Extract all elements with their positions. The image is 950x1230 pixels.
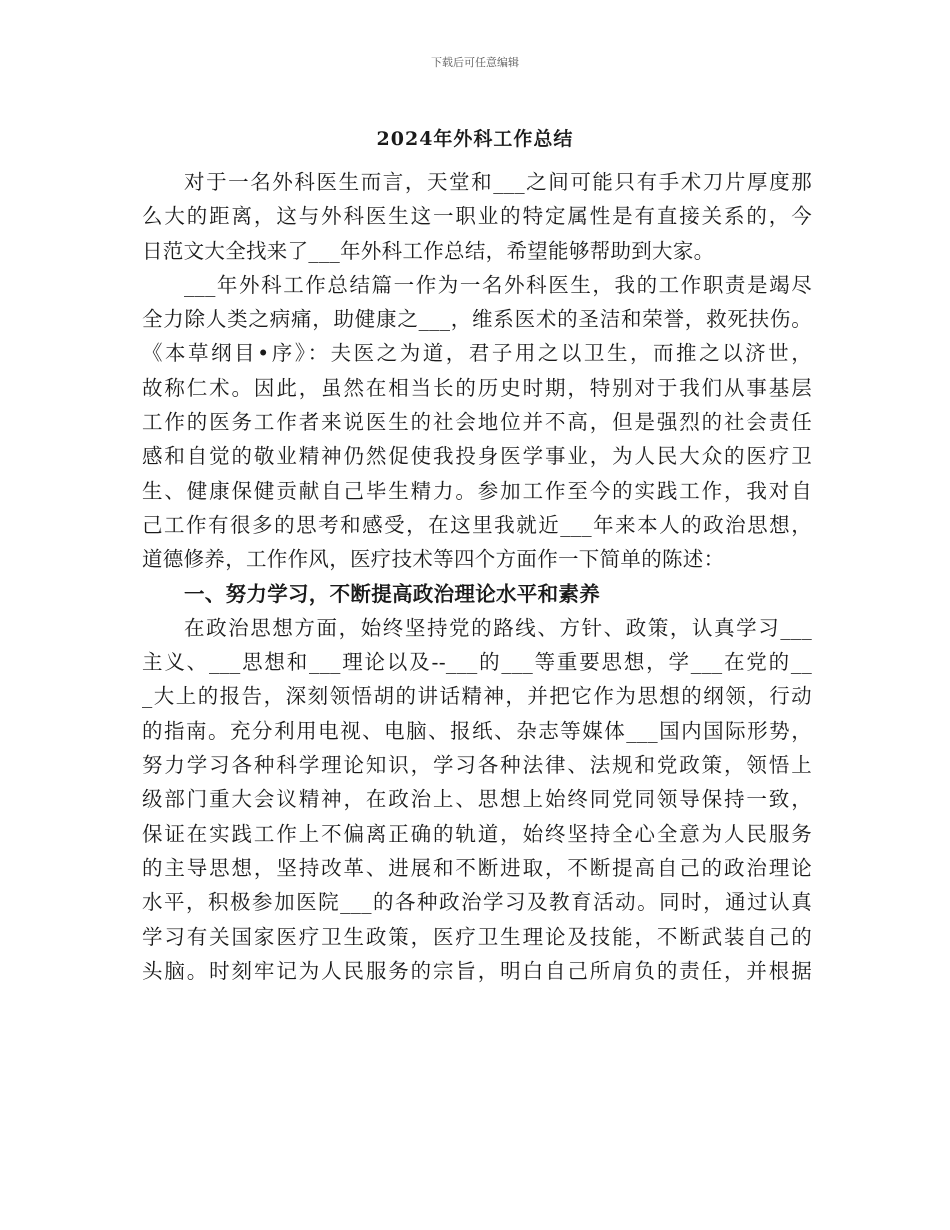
text-line: 工作的医务工作者来说医生的社会地位并不高，但是强烈的社会责任 (142, 410, 812, 435)
text-line: 全力除人类之病痛，助健康之___，维系医术的圣洁和荣誉，救死扶伤。 (142, 307, 812, 332)
text-line: 保证在实践工作上不偏离正确的轨道，始终坚持全心全意为人民服务 (142, 821, 812, 846)
text-line: 对于一名外科医生而言，天堂和___之间可能只有手术刀片厚度那 (184, 170, 812, 194)
text-line: 级部门重大会议精神，在政治上、思想上始终同党同领导保持一致， (142, 787, 812, 812)
text-line: 努力学习各种科学理论知识，学习各种法律、法规和党政策，领悟上 (142, 753, 812, 778)
text-line: 故称仁术。因此，虽然在相当长的历史时期，特别对于我们从事基层 (142, 375, 812, 400)
text-line: 感和自觉的敬业精神仍然促使我投身医学事业，为人民大众的医疗卫 (142, 444, 812, 469)
text-line: 道德修养，工作作风，医疗技术等四个方面作一下简单的陈述： (142, 547, 725, 572)
text-line: ___年外科工作总结篇一作为一名外科医生，我的工作职责是竭尽 (184, 272, 812, 297)
text-line: _大上的报告，深刻领悟胡的讲话精神，并把它作为思想的纲领，行动 (142, 684, 812, 709)
document-body (142, 165, 812, 988)
text-line: 生、健康保健贡献自己毕生精力。参加工作至今的实践工作，我对自 (142, 478, 812, 503)
document-title: 2024年外科工作总结 (376, 128, 574, 150)
text-line: 己工作有很多的思考和感受，在这里我就近___年来本人的政治思想， (142, 512, 812, 537)
section-heading: 一、努力学习，不断提高政治理论水平和素养 (184, 581, 600, 606)
text-line: 水平，积极参加医院___的各种政治学习及教育活动。同时，通过认真 (142, 890, 812, 915)
text-line: 么大的距离，这与外科医生这一职业的特定属性是有直接关系的，今 (142, 204, 812, 229)
text-line: 的指南。充分利用电视、电脑、报纸、杂志等媒体___国内国际形势， (142, 718, 812, 743)
text-line: 《本草纲目•序》：夫医之为道，君子用之以卫生，而推之以济世， (142, 341, 812, 366)
text-line: 日范文大全找来了___年外科工作总结，希望能够帮助到大家。 (142, 238, 715, 263)
running-header: 下载后可任意编辑 (431, 56, 519, 69)
text-line: 头脑。时刻牢记为人民服务的宗旨，明白自己所肩负的责任，并根据 (142, 958, 812, 983)
text-line: 的主导思想，坚持改革、进展和不断进取，不断提高自己的政治理论 (142, 855, 812, 880)
text-line: 主义、___思想和___理论以及--___的___等重要思想，学___在党的__ (142, 650, 812, 675)
text-line: 学习有关国家医疗卫生政策，医疗卫生理论及技能，不断武装自己的 (142, 924, 812, 949)
text-line: 在政治思想方面，始终坚持党的路线、方针、政策，认真学习___ (184, 615, 812, 640)
